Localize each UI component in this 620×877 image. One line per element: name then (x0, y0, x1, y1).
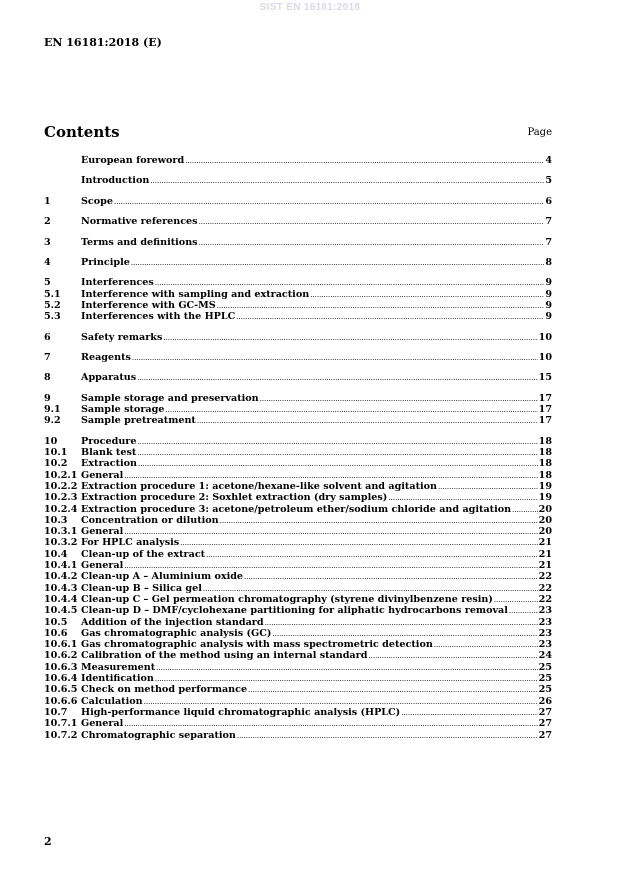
toc-entry-page: 7 (545, 236, 552, 248)
toc-entry-title: Reagents (81, 352, 131, 364)
toc-entry-number: 10.6.3 (44, 661, 78, 673)
toc-entry-page: 20 (538, 526, 552, 538)
toc-entry-number: 10.3 (44, 514, 68, 526)
toc-entry-title: European foreword (81, 155, 185, 166)
toc-entry-page: 9 (545, 288, 552, 300)
toc-entry-page: 6 (545, 195, 552, 207)
toc-entry-title: Clean-up A – Aluminium oxide (81, 571, 244, 583)
toc-entry-number: 9 (44, 392, 51, 404)
toc-entry-number: 10.5 (44, 616, 68, 628)
toc-entry-title: Introduction (81, 175, 150, 187)
table-of-contents (44, 155, 552, 741)
toc-entry-page: 26 (538, 695, 552, 707)
toc-entry-title: Scope (81, 195, 113, 207)
toc-entry[interactable] (44, 155, 552, 166)
toc-entry-number: 10.2.1 (44, 469, 78, 481)
toc-entry-number: 10.2.4 (44, 503, 78, 515)
toc-entry-title: Identification (81, 673, 154, 685)
toc-entry-title: Terms and definitions (81, 236, 198, 248)
toc-entry[interactable] (44, 216, 552, 227)
dot-leader (260, 394, 538, 405)
toc-entry-title: Interference with sampling and extraction (81, 288, 310, 300)
toc-entry[interactable] (44, 447, 552, 458)
dot-leader (180, 538, 537, 549)
toc-entry-number: 10 (44, 435, 58, 447)
toc-entry-number: 10.7.1 (44, 718, 78, 730)
toc-entry-number: 1 (44, 195, 51, 207)
toc-entry-number: 10.6.4 (44, 673, 78, 685)
toc-entry[interactable] (44, 673, 552, 684)
toc-entry-page: 4 (545, 155, 552, 166)
dot-leader (114, 197, 544, 208)
toc-entry-page: 21 (538, 560, 552, 572)
dot-leader (237, 731, 538, 742)
toc-entry-title: Chromatographic separation (81, 729, 236, 741)
toc-entry-number: 8 (44, 372, 51, 384)
dot-leader (401, 708, 537, 719)
toc-entry-title: Blank test (81, 447, 137, 459)
toc-entry-number: 10.2 (44, 458, 68, 470)
dot-leader (185, 156, 544, 167)
toc-entry[interactable] (44, 571, 552, 582)
toc-entry[interactable] (44, 372, 552, 383)
toc-entry-title: Principle (81, 256, 130, 268)
dot-leader (199, 217, 545, 228)
toc-entry-page: 17 (538, 392, 552, 404)
toc-entry[interactable] (44, 196, 552, 207)
contents-heading: Contents (44, 123, 120, 141)
toc-entry-title: Clean-up D – DMF/cyclohexane partitioning for aliphatic hydrocarbons removal (81, 605, 508, 617)
toc-entry-page: 23 (538, 627, 552, 639)
toc-entry[interactable] (44, 237, 552, 248)
toc-entry-page: 19 (538, 480, 552, 492)
toc-entry[interactable] (44, 583, 552, 594)
toc-entry-number: 10.4.3 (44, 582, 78, 594)
toc-entry[interactable] (44, 707, 552, 718)
toc-entry-title: Interferences with the HPLC (81, 311, 236, 323)
dot-leader (131, 258, 544, 269)
toc-entry-page: 10 (538, 352, 552, 364)
toc-entry-title: Sample storage and preservation (81, 392, 259, 404)
toc-entry-number: 10.7.2 (44, 729, 78, 741)
dot-leader (150, 176, 544, 187)
toc-entry-number: 5 (44, 277, 51, 289)
dot-leader (137, 448, 537, 459)
toc-entry-page: 23 (538, 616, 552, 628)
toc-entry-title: Calculation (81, 695, 143, 707)
dot-leader (512, 505, 538, 516)
dot-leader (163, 333, 537, 344)
toc-entry-number: 10.4.1 (44, 560, 78, 572)
toc-entry[interactable] (44, 492, 552, 503)
toc-entry-page: 9 (545, 311, 552, 323)
watermark-text: SIST EN 16181:2018 (259, 2, 361, 13)
toc-entry-title: Interference with GC-MS (81, 299, 216, 311)
toc-entry-title: High-performance liquid chromatographic analysis (HPLC) (81, 706, 401, 718)
dot-leader (220, 516, 538, 527)
toc-entry-page: 19 (538, 492, 552, 504)
toc-entry-title: Clean-up C – Gel permeation chromatography (styrene divinylbenzene resin) (81, 593, 493, 605)
toc-entry[interactable] (44, 718, 552, 729)
toc-entry-number: 10.6.2 (44, 650, 78, 662)
dot-leader (509, 606, 538, 617)
toc-entry[interactable] (44, 662, 552, 673)
dot-leader (137, 373, 537, 384)
dot-leader (310, 290, 544, 301)
toc-entry[interactable] (44, 617, 552, 628)
toc-entry-page: 5 (545, 175, 552, 187)
toc-entry-number: 10.4.4 (44, 593, 78, 605)
toc-entry-title: Concentration or dilution (81, 514, 219, 526)
toc-entry[interactable] (44, 470, 552, 481)
dot-leader (236, 312, 544, 323)
dot-leader (248, 685, 538, 696)
toc-entry-number: 10.4.2 (44, 571, 78, 583)
toc-entry-number: 10.2.2 (44, 480, 78, 492)
toc-entry-page: 7 (545, 216, 552, 228)
toc-entry-number: 9.2 (44, 415, 61, 427)
toc-entry-page: 20 (538, 503, 552, 515)
page-number: 2 (44, 835, 52, 848)
toc-entry-number: 4 (44, 256, 51, 268)
toc-entry-title: General (81, 469, 124, 481)
toc-entry-page: 25 (538, 684, 552, 696)
toc-entry-title: Addition of the injection standard (81, 616, 264, 628)
toc-entry[interactable] (44, 537, 552, 548)
toc-entry-page: 18 (538, 469, 552, 481)
toc-entry[interactable] (44, 504, 552, 515)
toc-entry-page: 10 (538, 331, 552, 343)
toc-entry-number: 10.7 (44, 706, 68, 718)
toc-entry[interactable] (44, 300, 552, 311)
toc-entry-title: Calibration of the method using an internal standard (81, 650, 368, 662)
toc-entry[interactable] (44, 549, 552, 560)
toc-entry-title: Procedure (81, 435, 137, 447)
toc-entry-page: 15 (538, 372, 552, 384)
toc-entry-number: 10.2.3 (44, 492, 78, 504)
toc-entry[interactable] (44, 332, 552, 343)
dot-leader (138, 459, 538, 470)
dot-leader (217, 301, 545, 312)
toc-entry-title: Gas chromatographic analysis (GC) (81, 627, 272, 639)
toc-entry-number: 10.4.5 (44, 605, 78, 617)
toc-entry-number: 5.1 (44, 288, 61, 300)
toc-entry-page: 18 (538, 458, 552, 470)
toc-entry-title: Apparatus (81, 372, 137, 384)
toc-entry[interactable] (44, 404, 552, 415)
toc-entry-title: Extraction (81, 458, 138, 470)
toc-entry-page: 18 (538, 435, 552, 447)
dot-leader (265, 618, 538, 629)
toc-entry-number: 2 (44, 216, 51, 228)
toc-entry-number: 10.6.1 (44, 639, 78, 651)
toc-entry[interactable] (44, 257, 552, 268)
toc-entry-number: 10.1 (44, 447, 68, 459)
toc-entry[interactable] (44, 605, 552, 616)
toc-entry-page: 23 (538, 639, 552, 651)
toc-entry-title: General (81, 560, 124, 572)
toc-entry[interactable] (44, 730, 552, 741)
dot-leader (368, 651, 537, 662)
toc-entry-page: 22 (538, 593, 552, 605)
toc-entry-title: Extraction procedure 1: acetone/hexane-like solvent and agitation (81, 480, 438, 492)
toc-entry-page: 17 (538, 415, 552, 427)
dot-leader (199, 238, 545, 249)
toc-entry[interactable] (44, 415, 552, 426)
toc-entry-page: 22 (538, 571, 552, 583)
toc-entry-page: 8 (545, 256, 552, 268)
dot-leader (124, 527, 537, 538)
toc-entry-page: 27 (538, 718, 552, 730)
toc-entry-number: 5.2 (44, 299, 61, 311)
toc-entry[interactable] (44, 277, 552, 288)
toc-entry-page: 9 (545, 277, 552, 289)
dot-leader (197, 416, 538, 427)
dot-leader (438, 482, 538, 493)
dot-leader (434, 640, 538, 651)
toc-entry-title: General (81, 526, 124, 538)
dot-leader (244, 572, 538, 583)
toc-entry-number: 5.3 (44, 311, 61, 323)
toc-entry-number: 10.3.2 (44, 537, 78, 549)
dot-leader (132, 353, 538, 364)
dot-leader (165, 405, 537, 416)
toc-entry[interactable] (44, 393, 552, 404)
toc-entry[interactable] (44, 289, 552, 300)
toc-entry-title: Extraction procedure 3: acetone/petroleum ether/sodium chloride and agitation (81, 503, 512, 515)
toc-entry-number: 10.4 (44, 548, 68, 560)
toc-entry-number: 9.1 (44, 404, 61, 416)
toc-entry-title: General (81, 718, 124, 730)
toc-entry[interactable] (44, 639, 552, 650)
toc-entry-page: 24 (538, 650, 552, 662)
toc-entry-number: 10.6.6 (44, 695, 78, 707)
toc-entry-number: 10.3.1 (44, 526, 78, 538)
toc-entry[interactable] (44, 481, 552, 492)
dot-leader (156, 663, 538, 674)
toc-entry[interactable] (44, 526, 552, 537)
toc-entry-number: 10.6 (44, 627, 68, 639)
toc-entry-page: 25 (538, 661, 552, 673)
toc-entry-title: Clean-up B – Silica gel (81, 582, 202, 594)
toc-entry-title: Gas chromatographic analysis with mass spectrometric detection (81, 639, 433, 651)
dot-leader (206, 550, 538, 561)
toc-entry-page: 21 (538, 537, 552, 549)
toc-entry-title: For HPLC analysis (81, 537, 180, 549)
toc-entry-page: 21 (538, 548, 552, 560)
toc-entry-page: 18 (538, 447, 552, 459)
toc-entry-title: Extraction procedure 2: Soxhlet extraction (dry samples) (81, 492, 388, 504)
toc-entry[interactable] (44, 628, 552, 639)
toc-entry[interactable] (44, 311, 552, 322)
toc-entry-page: 27 (538, 729, 552, 741)
toc-entry-page: 9 (545, 299, 552, 311)
toc-entry-number: 10.6.5 (44, 684, 78, 696)
toc-entry-title: Check on method performance (81, 684, 248, 696)
toc-entry-title: Interferences (81, 277, 154, 289)
toc-entry-title: Measurement (81, 661, 156, 673)
toc-entry[interactable] (44, 436, 552, 447)
toc-entry-page: 23 (538, 605, 552, 617)
document-id: EN 16181:2018 (E) (44, 36, 162, 49)
toc-entry[interactable] (44, 696, 552, 707)
toc-entry-page: 22 (538, 582, 552, 594)
toc-entry-page: 25 (538, 673, 552, 685)
toc-entry-page: 27 (538, 706, 552, 718)
toc-entry-title: Safety remarks (81, 331, 163, 343)
toc-entry-number: 7 (44, 352, 51, 364)
dot-leader (137, 437, 537, 448)
toc-entry-title: Sample storage (81, 404, 165, 416)
toc-entry[interactable] (44, 560, 552, 571)
toc-entry-number: 6 (44, 331, 51, 343)
toc-entry-title: Clean-up of the extract (81, 548, 206, 560)
toc-entry-number: 3 (44, 236, 51, 248)
page-column-label: Page (527, 127, 552, 138)
toc-entry-title: Normative references (81, 216, 198, 228)
toc-entry[interactable] (44, 458, 552, 469)
toc-entry[interactable] (44, 352, 552, 363)
toc-entry-page: 20 (538, 514, 552, 526)
toc-entry-page: 17 (538, 404, 552, 416)
toc-entry[interactable] (44, 515, 552, 526)
toc-entry-title: Sample pretreatment (81, 415, 196, 427)
toc-entry[interactable] (44, 684, 552, 695)
toc-entry[interactable] (44, 650, 552, 661)
toc-entry[interactable] (44, 594, 552, 605)
toc-entry[interactable] (44, 175, 552, 186)
